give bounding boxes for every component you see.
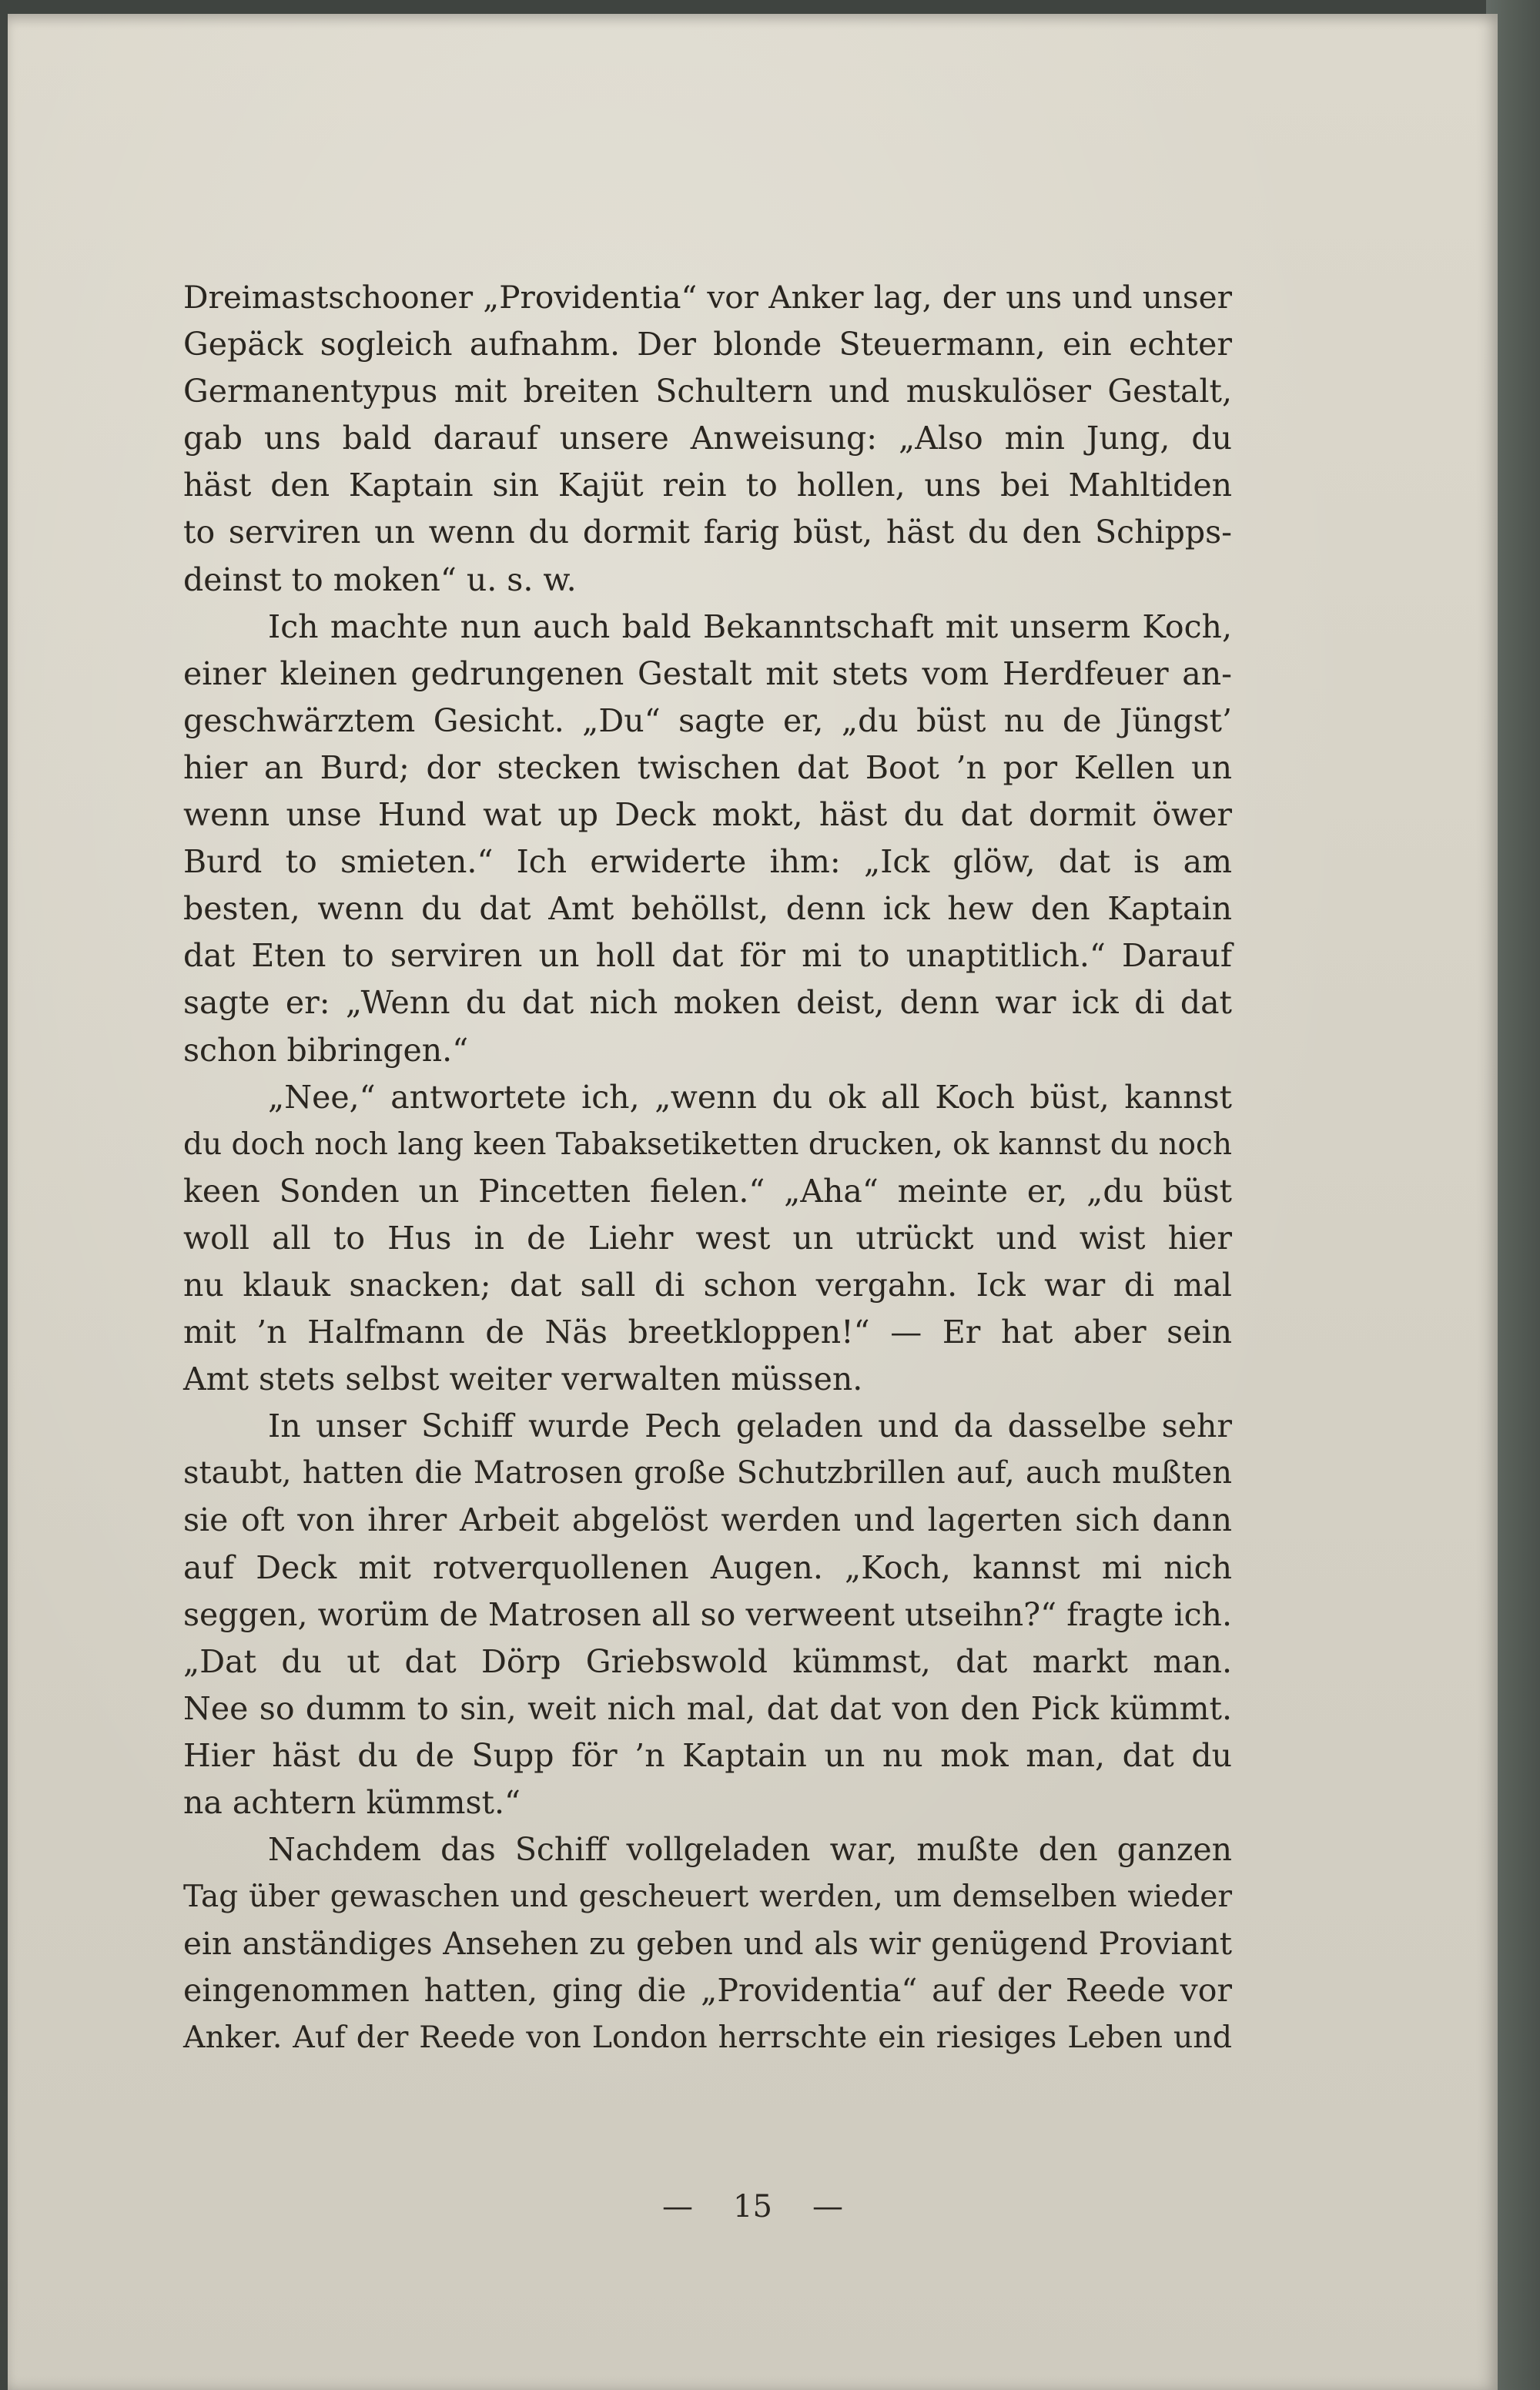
text-line: häst den Kaptain sin Kajüt rein to hollen, uns bei Mahltiden — [183, 467, 1232, 504]
text-line: ein anständiges Ansehen zu geben und als wir genügend Proviant — [183, 1925, 1232, 1963]
text-line: Anker. Auf der Reede von London herrschte ein riesiges Leben und — [183, 2020, 1232, 2056]
text-line: woll all to Hus in de Liehr west un utrückt und wist hier — [183, 1219, 1232, 1257]
text-line: Dreimastschooner „Providentia“ vor Anker lag, der uns und unser — [183, 279, 1232, 316]
text-line: auf Deck mit rotverquollenen Augen. „Koch, kannst mi nich — [183, 1548, 1232, 1586]
text-line: du doch noch lang keen Tabaksetiketten drucken, ok kannst du noch — [183, 1126, 1232, 1162]
text-line: staubt, hatten die Matrosen große Schutzbrillen auf, auch mußten — [183, 1455, 1232, 1491]
footer-dash-left: — — [662, 2189, 694, 2224]
page-number: 15 — [733, 2189, 772, 2224]
text-line: na achtern kümmst.“ — [183, 1784, 521, 1821]
text-line: gab uns bald darauf unsere Anweisung: „Also min Jung, du — [183, 420, 1232, 457]
text-line: to serviren un wenn du dormit farig büst, häst du den Schipps- — [183, 514, 1232, 551]
page-footer — [8, 2184, 1498, 2230]
text-line: In unser Schiff wurde Pech geladen und da dasselbe sehr — [268, 1408, 1232, 1445]
text-line: Nachdem das Schiff vollgeladen war, mußte den ganzen — [268, 1831, 1232, 1869]
text-line: sie oft von ihrer Arbeit abgelöst werden und lagerten sich dann — [183, 1501, 1232, 1539]
text-line: keen Sonden un Pincetten fielen.“ „Aha“ meinte er, „du büst — [183, 1172, 1232, 1210]
text-line: Ich machte nun auch bald Bekanntschaft mit unserm Koch, — [268, 608, 1232, 645]
footer-dash-right: — — [812, 2189, 843, 2224]
text-line: Gepäck sogleich aufnahm. Der blonde Steuermann, ein echter — [183, 326, 1232, 363]
text-line: „Nee,“ antwortete ich, „wenn du ok all Koch büst, kannst — [268, 1078, 1232, 1116]
text-line: mit ’n Halfmann de Näs breetkloppen!“ — Er hat aber sein — [183, 1314, 1232, 1351]
body-text — [183, 274, 1232, 2062]
text-line: einer kleinen gedrungenen Gestalt mit stets vom Herdfeuer an- — [183, 654, 1232, 692]
text-line: hier an Burd; dor stecken twischen dat Boot ’n por Kellen un — [183, 748, 1232, 786]
text-line: Burd to smieten.“ Ich erwiderte ihm: „Ick glöw, dat is am — [183, 843, 1232, 881]
text-line: dat Eten to serviren un holl dat för mi to unaptitlich.“ Darauf — [183, 937, 1232, 975]
text-line: Amt stets selbst weiter verwalten müssen. — [183, 1361, 863, 1398]
text-line: wenn unse Hund wat up Deck mokt, häst du dat dormit öwer — [183, 796, 1232, 834]
text-line: nu klauk snacken; dat sall di schon vergahn. Ick war di mal — [183, 1266, 1232, 1304]
text-line: besten, wenn du dat Amt behöllst, denn ick hew den Kaptain — [183, 890, 1232, 928]
text-line: Nee so dumm to sin, weit nich mal, dat dat von den Pick kümmt. — [183, 1689, 1232, 1727]
text-line: Germanentypus mit breiten Schultern und muskulöser Gestalt, — [183, 373, 1232, 410]
text-line: Tag über gewaschen und gescheuert werden, um demselben wieder — [183, 1880, 1232, 1915]
text-line: schon bibringen.“ — [183, 1031, 469, 1069]
text-line: „Dat du ut dat Dörp Griebswold kümmst, dat markt man. — [183, 1642, 1232, 1680]
text-line: Hier häst du de Supp för ’n Kaptain un nu mok man, dat du — [183, 1736, 1232, 1774]
text-line: geschwärztem Gesicht. „Du“ sagte er, „du büst nu de Jüngst’ — [183, 701, 1232, 739]
text-line: eingenommen hatten, ging die „Providentia“ auf der Reede vor — [183, 1972, 1232, 2010]
text-line: sagte er: „Wenn du dat nich moken deist, denn war ick di dat — [183, 984, 1232, 1022]
text-line: deinst to moken“ u. s. w. — [183, 561, 577, 598]
text-line: seggen, worüm de Matrosen all so verweent utseihn?“ fragte ich. — [183, 1595, 1232, 1633]
book-page — [8, 14, 1498, 2390]
